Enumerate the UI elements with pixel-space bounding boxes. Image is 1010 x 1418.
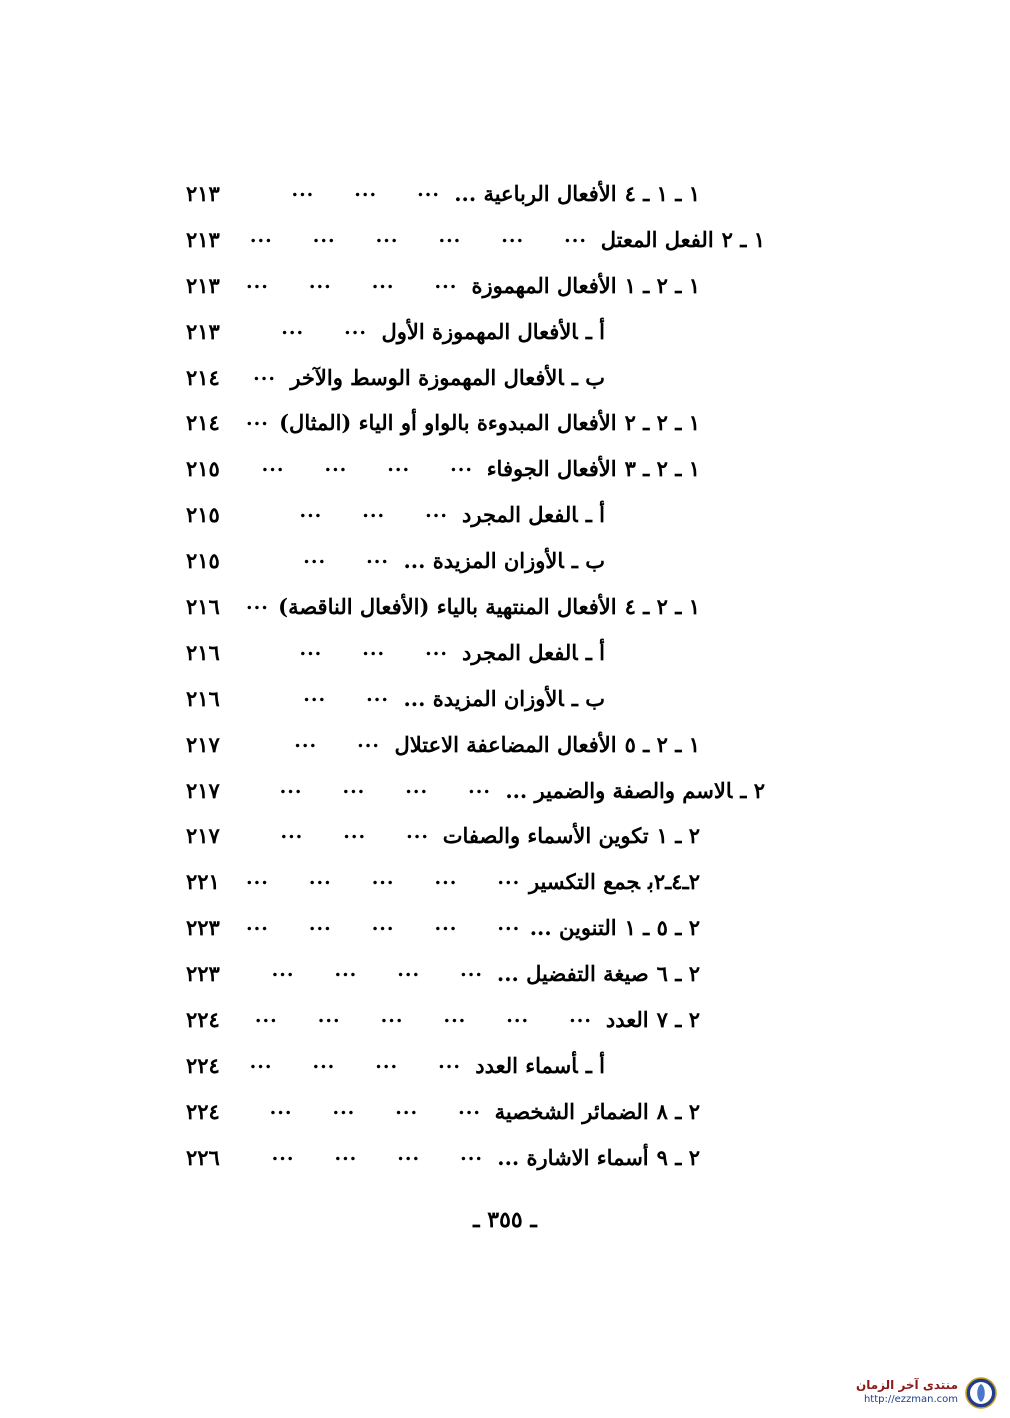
toc-entry-title: أسماء العدد [475, 1052, 578, 1078]
toc-entry-heading [497, 1145, 700, 1170]
toc-entry [0, 634, 1010, 680]
toc-entry [0, 175, 1010, 221]
toc-entry [0, 313, 1010, 359]
toc-entry-title: تكوين الأسماء والصفات [442, 823, 649, 849]
dot-leader: ... ... [294, 729, 380, 752]
dot-leader: ... ... [281, 316, 367, 339]
toc-entry-page: ٢١٦ [186, 685, 220, 711]
toc-entry-page: ٢١٧ [186, 777, 220, 803]
toc-entry [0, 267, 1010, 313]
toc-entry [0, 863, 1010, 909]
toc-entry-number: ٢ـ٤ـ٢ب [647, 869, 700, 895]
toc-entry-page: ٢١٥ [186, 456, 220, 482]
toc-entry-page: ٢١٦ [186, 594, 220, 620]
toc-entry-page: ٢٢٤ [186, 1098, 220, 1124]
toc-entry-number: ٢ ـ ٩ [656, 1144, 700, 1170]
dot-leader: ... ... [303, 546, 389, 569]
toc-entry-heading [403, 686, 605, 711]
forum-logo-icon [964, 1376, 998, 1410]
dot-leader: ... ... ... ... [269, 1096, 481, 1119]
toc-entry-number: ٢ ـ ١ [656, 823, 700, 849]
toc-entry-title: الأفعال المهموزة الأول [381, 318, 578, 344]
toc-entry-number: ١ ـ ١ ـ ٤ [624, 181, 700, 206]
dot-leader: ... ... ... ... ... [246, 913, 521, 936]
toc-entry-title: الأفعال الرباعية ... [454, 181, 617, 206]
toc-entry-number: ١ ـ ٢ ـ ٣ [624, 456, 700, 482]
toc-entry-heading [462, 640, 605, 665]
toc-entry-number: ٢ ـ ٨ [656, 1098, 700, 1124]
dot-leader: ... ... ... ... [246, 270, 458, 293]
toc-entry-title: الأفعال الجوفاء [486, 456, 617, 482]
toc-entry-page: ٢٢٤ [186, 1052, 220, 1078]
dot-leader: ... ... [303, 683, 389, 706]
watermark-url: http://ezzman.com [863, 1394, 958, 1405]
toc-entry-number: ب ـ [571, 364, 605, 390]
toc-entry [0, 404, 1010, 450]
dot-leader: ... ... ... ... [279, 775, 491, 798]
toc-entry-heading [497, 961, 700, 986]
toc-entry-heading [454, 181, 700, 206]
toc-entry-page: ٢١٣ [186, 181, 220, 206]
toc-entry-title: الاسم والصفة والضمير ... [505, 777, 733, 803]
toc-entry-number: ٢ ـ ٥ ـ ١ [624, 915, 700, 941]
toc-entry-heading [381, 319, 605, 344]
toc-entry-page: ٢٢٣ [186, 915, 220, 941]
toc-entry-page: ٢٢١ [186, 869, 220, 895]
toc-entry-number: ٢ ـ ٧ [656, 1007, 700, 1033]
toc-entry-page: ٢١٥ [186, 548, 220, 574]
toc-entry-title: العدد [605, 1007, 649, 1033]
dot-leader: ... [246, 408, 269, 431]
table-of-contents [0, 175, 1010, 1185]
toc-entry [0, 726, 1010, 772]
dot-leader: ... ... ... [291, 179, 440, 201]
toc-entry-heading [606, 1007, 700, 1032]
toc-entry [0, 496, 1010, 542]
toc-entry-page: ٢٢٦ [186, 1144, 220, 1170]
toc-entry-number: ١ ـ ٢ [721, 226, 765, 252]
toc-entry-heading [278, 594, 700, 619]
toc-entry-page: ٢١٤ [186, 364, 220, 390]
toc-entry-title: الأفعال المبدوءة بالواو أو الياء (المثال) [279, 410, 617, 436]
toc-entry-heading [443, 823, 700, 848]
toc-entry-number: أ ـ [585, 639, 605, 665]
toc-entry-title: الضمائر الشخصية [494, 1098, 649, 1124]
toc-entry-heading [394, 732, 700, 757]
toc-entry-title: الأوزان المزيدة ... [403, 548, 564, 574]
toc-entry [0, 1139, 1010, 1185]
toc-entry-heading [290, 365, 605, 390]
toc-entry-number: أ ـ [585, 1052, 605, 1078]
dot-leader: ... ... ... ... [249, 1050, 461, 1073]
toc-entry-page: ٢٢٤ [186, 1007, 220, 1033]
toc-entry-heading [403, 548, 605, 573]
toc-entry-title: الأفعال المهموزة الوسط والآخر [290, 364, 564, 390]
toc-entry-heading [495, 1099, 700, 1124]
toc-entry [0, 359, 1010, 405]
toc-entry-number: ٢ ـ [740, 777, 765, 803]
toc-entry-number: ١ ـ ٢ ـ ١ [624, 272, 700, 298]
toc-entry-title: الفعل المجرد [462, 639, 578, 665]
toc-entry-title: صيغة التفضيل ... [496, 961, 649, 987]
toc-entry-number: ٢ ـ ٦ [656, 961, 700, 987]
toc-entry-page: ٢٢٣ [186, 961, 220, 987]
toc-entry-heading [530, 915, 700, 940]
toc-entry-number: ١ ـ ٢ ـ ٥ [624, 731, 700, 757]
toc-entry-number: أ ـ [585, 318, 605, 344]
toc-entry-page: ٢١٣ [186, 318, 220, 344]
toc-entry-heading [505, 778, 765, 803]
toc-entry-heading [462, 502, 605, 527]
toc-entry [0, 450, 1010, 496]
toc-entry [0, 221, 1010, 267]
dot-leader: ... ... ... ... [261, 454, 473, 477]
toc-entry [0, 772, 1010, 818]
watermark-title: منتدى آخر الزمان [856, 1378, 958, 1392]
toc-entry-page: ٢١٧ [186, 731, 220, 757]
toc-entry-title: الأوزان المزيدة ... [403, 685, 564, 711]
toc-entry-number: ب ـ [571, 548, 605, 574]
page-number: ـ ٣٥٥ ـ [473, 1207, 537, 1233]
dot-leader: ... [253, 362, 276, 385]
toc-entry-number: ١ ـ ٢ ـ ٢ [624, 410, 700, 436]
toc-entry-page: ٢١٥ [186, 502, 220, 528]
toc-entry [0, 680, 1010, 726]
toc-entry [0, 817, 1010, 863]
toc-entry [0, 955, 1010, 1001]
toc-entry-page: ٢١٣ [186, 226, 220, 252]
toc-entry-title: الأفعال المنتهية بالياء (الأفعال الناقصة) [278, 594, 617, 620]
toc-entry [0, 909, 1010, 955]
toc-entry-heading [471, 273, 700, 298]
toc-entry [0, 542, 1010, 588]
dot-leader: ... ... ... ... [271, 1142, 483, 1165]
toc-entry-title: الفعل المجرد [462, 502, 578, 528]
toc-entry [0, 1047, 1010, 1093]
toc-entry-title: الأفعال المضاعفة الاعتلال [394, 731, 617, 757]
toc-entry-heading [475, 1053, 605, 1078]
dot-leader: ... [246, 592, 269, 615]
site-watermark [836, 1376, 1004, 1410]
dot-leader: ... ... ... [299, 500, 448, 523]
toc-entry-heading [487, 456, 700, 481]
toc-entry-title: الفعل المعتل [600, 226, 714, 252]
toc-entry-page: ٢١٧ [186, 823, 220, 849]
dot-leader: ... ... ... ... ... ... [249, 224, 587, 247]
toc-entry-heading [529, 869, 700, 894]
toc-entry-title: الأفعال المهموزة [471, 272, 617, 298]
toc-entry-page: ٢١٤ [186, 410, 220, 436]
toc-entry-title: جمع التكسير [528, 869, 640, 895]
toc-entry-heading [601, 227, 765, 252]
toc-entry [0, 1001, 1010, 1047]
toc-entry-title: أسماء الاشارة ... [497, 1144, 649, 1170]
toc-entry-number: أ ـ [585, 502, 605, 528]
toc-entry-page: ٢١٣ [186, 272, 220, 298]
dot-leader: ... ... ... [280, 821, 429, 844]
toc-entry-title: التنوين ... [529, 915, 617, 941]
dot-leader: ... ... ... [299, 637, 448, 660]
toc-entry [0, 588, 1010, 634]
toc-entry-heading [279, 410, 700, 435]
dot-leader: ... ... ... ... [271, 959, 483, 982]
dot-leader: ... ... ... ... ... ... [254, 1005, 592, 1028]
toc-entry-page: ٢١٦ [186, 639, 220, 665]
toc-entry-number: ب ـ [571, 685, 605, 711]
toc-entry [0, 1093, 1010, 1139]
dot-leader: ... ... ... ... ... [246, 867, 521, 890]
toc-entry-number: ١ ـ ٢ ـ ٤ [624, 594, 700, 620]
